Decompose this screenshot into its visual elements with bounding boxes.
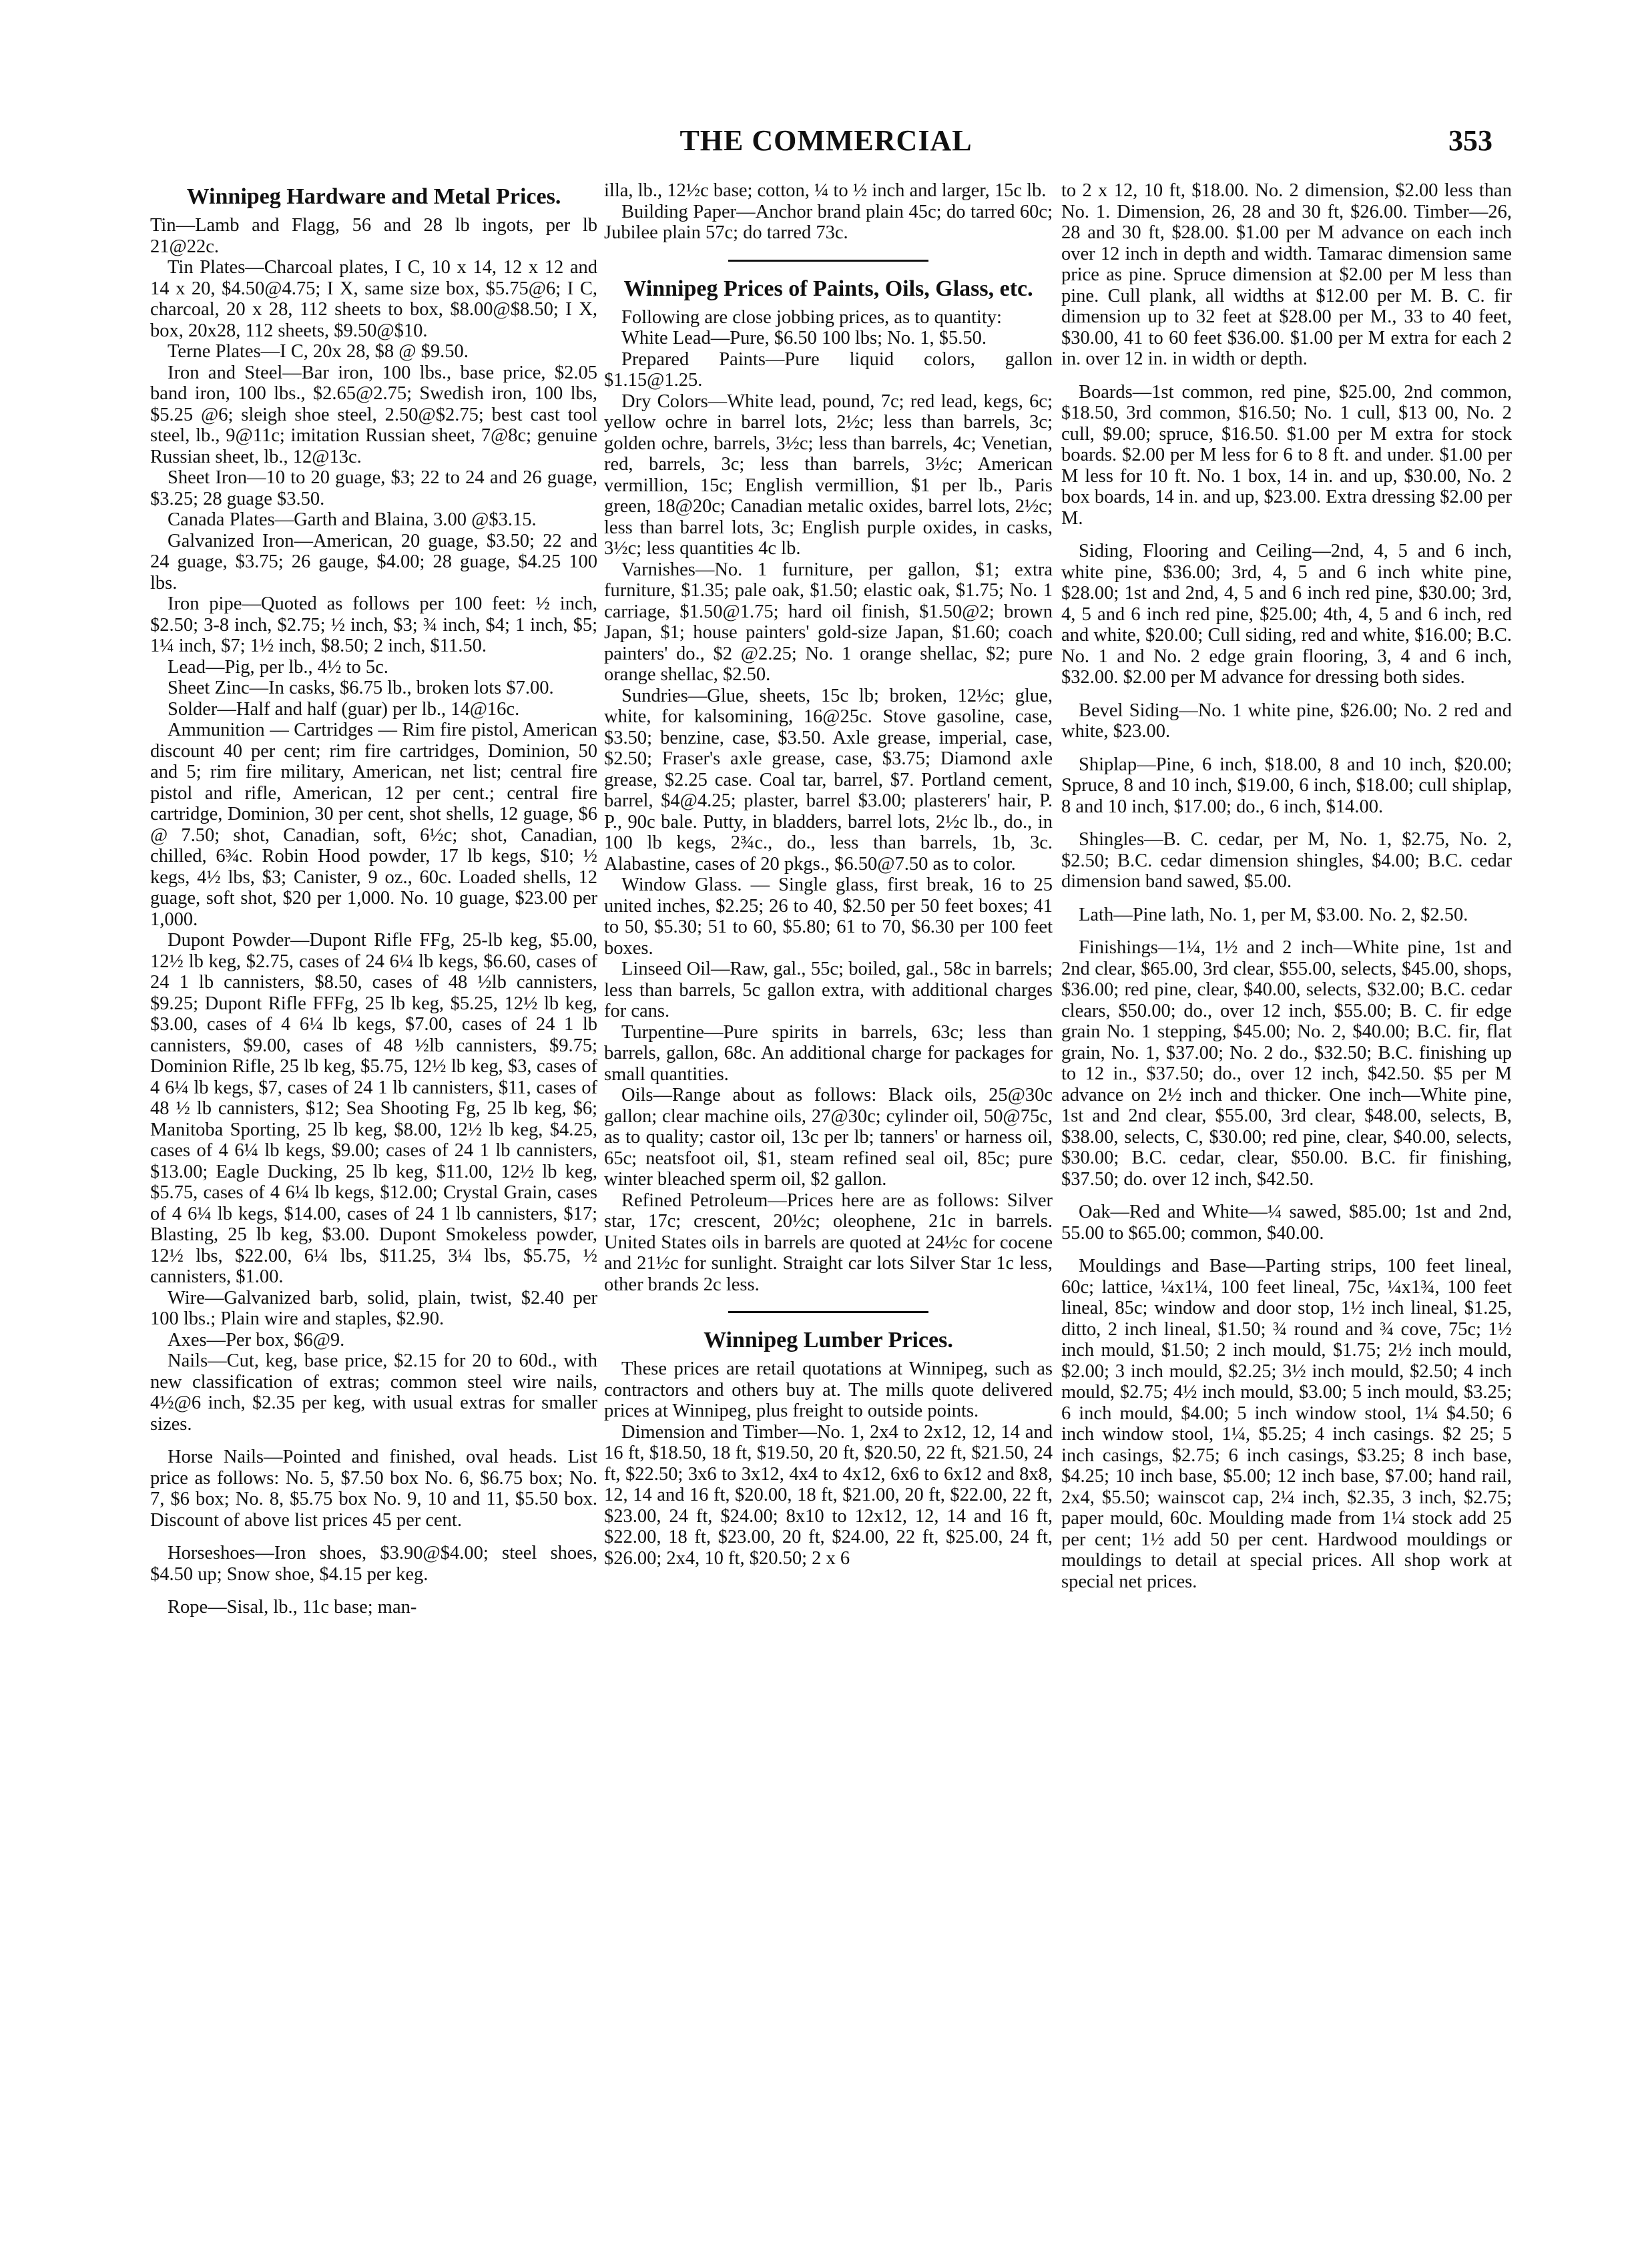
section-heading-hardware: Winnipeg Hardware and Metal Prices.: [186, 184, 561, 209]
price-paragraph: Bevel Siding—No. 1 white pine, $26.00; No. 2 red and white, $23.00.: [1061, 700, 1512, 742]
price-paragraph: Prepared Paints—Pure liquid colors, gallon $1.15@1.25.: [604, 348, 1053, 391]
price-paragraph: Axes—Per box, $6@9.: [168, 1329, 345, 1350]
price-paragraph: Tin Plates—Charcoal plates, I C, 10 x 14, 12 x 12 and 14 x 20, $4.50@4.75; I X, same size box, $5.75@6; I C, charcoal, 20 x 28, 112 sheets to box, $8.00@$8.50; I X, box, 20x28, 112 sheets, $9.50@$10.: [150, 257, 597, 341]
column-lumber-continued: [1061, 180, 1512, 2250]
price-paragraph: Wire—Galvanized barb, solid, plain, twist, $2.40 per 100 lbs.; Plain wire and staples, $2.90.: [150, 1287, 597, 1329]
price-paragraph: Ammunition — Cartridges — Rim fire pistol, American discount 40 per cent; rim fire cartridges, Dominion, 50 and 5; rim fire military, American, net list; central fire pistol and rifle, American, 12 per cent.; central fire cartridge, Dominion, 30 per cent, shot shells, 12 guage, $6 @ 7.50; shot, Canadian, soft, 6½c; shot, Canadian, chilled, 6¾c. Robin Hood powder, 17 lb kegs, $10; ½ kegs, 4½ lbs, $3; Canister, 9 oz., 60c. Loaded shells, 12 guage, soft shot, $20 per 1,000. No. 10 guage, $23.00 per 1,000.: [150, 720, 597, 930]
price-paragraph: illa, lb., 12½c base; cotton, ¼ to ½ inch and larger, 15c lb.: [604, 180, 1047, 201]
price-paragraph: Turpentine—Pure spirits in barrels, 63c; less than barrels, gallon, 68c. An additional charge for packages for small quantities.: [604, 1021, 1053, 1085]
price-paragraph: Dimension and Timber—No. 1, 2x4 to 2x12, 12, 14 and 16 ft, $18.50, 18 ft, $19.50, 20 ft, $20.50, 22 ft, $21.50, 24 ft, $22.50; 3x6 to 3x12, 4x4 to 4x12, 6x6 to 6x12 and 8x8, 12, 14 and 16 ft, $20.00, 18 ft, $21.00, 20 ft, $22.00, 22 ft, $23.00, 24 ft, $24.00; 8x10 to 12x12, 12, 14 and 16 ft, $22.00, 18 ft, $23.00, 20 ft, $24.00, 22 ft, $25.00, 24 ft, $26.00; 2x4, 10 ft, $20.50; 2 x 6: [604, 1421, 1053, 1569]
price-paragraph: Rope—Sisal, lb., 11c base; man-: [168, 1597, 417, 1617]
price-paragraph: Galvanized Iron—American, 20 guage, $3.50; 22 and 24 guage, $3.75; 26 gauge, $4.00; 28 guage, $4.25 100 lbs.: [150, 530, 597, 593]
price-paragraph: Lath—Pine lath, No. 1, per M, $3.00. No. 2, $2.50.: [1079, 904, 1468, 925]
price-paragraph: Iron and Steel—Bar iron, 100 lbs., base price, $2.05 band iron, 100 lbs., $2.65@2.75; Swedish iron, 100 lbs, $5.25 @6; sleigh shoe steel, 2.50@$2.75; best cast tool steel, lb., 9@11c; imitation Russian sheet, 7@8c; genuine Russian sheet, lb., 12@13c.: [150, 362, 597, 467]
price-paragraph: to 2 x 12, 10 ft, $18.00. No. 2 dimension, $2.00 less than No. 1. Dimension, 26, 28 and 30 ft, $26.00. Timber—26, 28 and 30 ft, $28.00. $1.00 per M advance on each inch over 12 inch in depth and width. Tamarac dimension same price as pine. Spruce dimension at $2.00 per M less than pine. Cull plank, all widths at $12.00 per M. B. C. fir dimension up to 32 feet at $28.00 per M., 33 to 40 feet, $30.00, 41 to 60 feet $36.00. $1.00 per M extra for each 2 in. over 12 in. in width or depth.: [1061, 180, 1512, 369]
price-paragraph: Mouldings and Base—Parting strips, 100 feet lineal, 60c; lattice, ¼x1¼, 100 feet lineal, 75c, ¼x1¾, 100 feet lineal, 85c; window and door stop, 1½ inch lineal, $1.25, ditto, 2 inch lineal, $1.50; ¾ round and ¾ cove, 75c; 1½ inch mould, $1.50; 2 inch mould, $1.75; 2½ inch mould, $2.00; 3 inch mould, $2.25; 3½ inch mould, $2.50; 4 inch mould, $2.75; 4½ inch mould, $3.00; 5 inch mould, $3.25; 6 inch mould, $4.00; 5 inch window stool, 1¼ $4.50; 6 inch window stool, 1¼, $5.25; 4 inch casings. $2 25; 5 inch casings, $2.75; 6 inch casings, $3.25; 8 inch base, $4.25; 10 inch base, $5.00; 12 inch base, $7.00; hand rail, 2x4, $5.50; wainscot cap, 2¼ inch, $2.35, 3 inch, $2.75; paper mould, 60c. Moulding made from 1¼ stock add 25 per cent; 1½ add 50 per cent. Hardwood mouldings or mouldings to detail at special prices. All shop work at special net prices.: [1061, 1256, 1512, 1592]
price-paragraph: Oils—Range about as follows: Black oils, 25@30c gallon; clear machine oils, 27@30c; cylinder oil, 50@75c, as to quality; castor oil, 13c per lb; tanners' or harness oil, 65c; neatsfoot oil, $1, steam refined seal oil, 85c; pure winter bleached sperm oil, $2 gallon.: [604, 1085, 1053, 1190]
price-paragraph: Horseshoes—Iron shoes, $3.90@$4.00; steel shoes, $4.50 up; Snow shoe, $4.15 per keg.: [150, 1543, 597, 1585]
price-paragraph: Dupont Powder—Dupont Rifle FFg, 25-lb keg, $5.00, 12½ lb keg, $2.75, cases of 24 6¼ lb kegs, $6.60, cases of 24 1 lb cannisters, $8.50, cases of 48 ½lb cannisters, $9.25; Dupont Rifle FFFg, 25 lb keg, $5.25, 12½ lb keg, $3.00, cases of 4 6¼ lb kegs, $7.00, cases of 24 1 lb cannisters, $9.00, cases of 48 ½lb cannisters, $9.75; Dominion Rifle, 25 lb keg, $5.75, 12½ lb keg, $3, cases of 4 6¼ lb kegs, $7, cases of 24 1 lb cannisters, $11, cases of 48 ½ lb cannisters, $12; Sea Shooting Fg, 25 lb keg, $6; Manitoba Sporting, 25 lb keg, $8.00, 12½ lb keg, $4.25, cases of 4 6¼ lb kegs, $9.00; cases of 24 1 lb cannisters, $13.00; Eagle Ducking, 25 lb keg, $11.00, 12½ lb keg, $5.75, cases of 4 6¼ lb kegs, $12.00; Crystal Grain, cases of 4 6¼ lb kegs, $14.00, cases of 24 1 lb cannisters, $17; Blasting, 25 lb keg, $3.00. Dupont Smokeless powder, 12½ lbs, $22.00, 6¼ lbs, $11.25, 3¼ lbs, $5.75, ½ cannisters, $1.00.: [150, 930, 597, 1287]
price-paragraph: Building Paper—Anchor brand plain 45c; do tarred 60c; Jubilee plain 57c; do tarred 73c.: [604, 201, 1053, 243]
price-paragraph: Lead—Pig, per lb., 4½ to 5c.: [168, 656, 388, 678]
price-paragraph: Shiplap—Pine, 6 inch, $18.00, 8 and 10 inch, $20.00; Spruce, 8 and 10 inch, $19.00, 6 inch, $18.00; cull shiplap, 8 and 10 inch, $17.00; do., 6 inch, $14.00.: [1061, 754, 1512, 817]
price-paragraph: Boards—1st common, red pine, $25.00, 2nd common, $18.50, 3rd common, $16.50; No. 1 cull, $13 00, No. 2 cull, $9.00; spruce, $16.50. $1.00 per M extra for stock boards. $2.00 per M less for 6 to 8 ft. and under. $1.00 per M less for 10 ft. No. 1 box, 14 in. and up, $30.00, No. 2 box boards, 14 in. and up, $23.00. Extra dressing $2.00 per M.: [1061, 381, 1512, 529]
price-paragraph: Varnishes—No. 1 furniture, per gallon, $1; extra furniture, $1.35; pale oak, $1.50; elastic oak, $1.75; No. 1 carriage, $1.50@1.75; hard oil finish, $1.50@2; brown Japan, $1; house painters' gold-size Japan, $1.60; coach painters' do., $2 @2.25; No. 1 orange shellac, $2; pure orange shellac, $2.50.: [604, 559, 1053, 685]
page-number: 353: [1448, 124, 1492, 157]
column-paints-lumber: [604, 180, 1053, 2250]
price-paragraph: Tin—Lamb and Flagg, 56 and 28 lb ingots, per lb 21@22c.: [150, 215, 597, 257]
price-paragraph: Oak—Red and White—¼ sawed, $85.00; 1st and 2nd, 55.00 to $65.00; common, $40.00.: [1061, 1202, 1512, 1244]
price-paragraph: Solder—Half and half (guar) per lb., 14@16c.: [168, 698, 520, 720]
price-paragraph: Sundries—Glue, sheets, 15c lb; broken, 12½c; glue, white, for kalsomining, 16@25c. Stove gasoline, case, $3.50; benzine, case, $3.50. Axle grease, imperial, case, $2.50; Fraser's axle grease, case, $3.75; Diamond axle grease, $2.25 case. Coal tar, barrel, $7. Portland cement, barrel, $4@4.25; plaster, barrel $3.00; plasterers' hair, P. P., 90c bale. Putty, in bladders, barrel lots, 2½c lb., do., in 100 lb kegs, 2¾c., do., less than barrels, 1b, 3c. Alabastine, cases of 20 pkgs., $6.50@7.50 as to color.: [604, 685, 1053, 874]
price-paragraph: Sheet Iron—10 to 20 guage, $3; 22 to 24 and 26 guage, $3.25; 28 guage $3.50.: [150, 467, 597, 509]
price-paragraph: These prices are retail quotations at Winnipeg, such as contractors and others buy at. The mills quote delivered prices at Winnipeg, plus freight to outside points.: [604, 1358, 1053, 1421]
price-paragraph: Refined Petroleum—Prices here are as follows: Silver star, 17c; crescent, 20½c; oleophene, 21c in barrels. United States oils in barrels are quoted at 24½c for cocene and 21½c for sunlight. Straight car lots Silver Star 1c less, other brands 2c less.: [604, 1190, 1053, 1295]
price-paragraph: White Lead—Pure, $6.50 100 lbs; No. 1, $5.50.: [621, 328, 987, 348]
price-paragraph: Linseed Oil—Raw, gal., 55c; boiled, gal., 58c in barrels; less than barrels, 5c gallon extra, with additional charges for cans.: [604, 959, 1053, 1021]
price-paragraph: Following are close jobbing prices, as to quantity:: [621, 306, 1002, 328]
section-divider: [728, 1311, 928, 1313]
journal-title: THE COMMERCIAL: [679, 124, 973, 157]
price-paragraph: Dry Colors—White lead, pound, 7c; red lead, kegs, 6c; yellow ochre in barrel lots, 2½c; less than barrels, 3c; golden ochre, barrels, 3½c; less than barrels, 4c; Venetian, red, barrels, 3c; less than barrels, 3½c; American vermillion, 15c; English vermillion, $1 per lb., Paris green, 18@20c; Canadian metalic oxides, barrel lots, 2½c; less than barrel lots, 3c; English purple oxides, in casks, 3½c; less quantities 4c lb.: [604, 391, 1053, 559]
price-paragraph: Window Glass. — Single glass, first break, 16 to 25 united inches, $2.25; 26 to 40, $2.50 per 50 feet boxes; 41 to 50, $5.30; 51 to 60, $5.80; 61 to 70, $6.30 per 100 feet boxes.: [604, 874, 1053, 959]
section-divider: [728, 260, 928, 262]
price-paragraph: Nails—Cut, keg, base price, $2.15 for 20 to 60d., with new classification of extras; common steel wire nails, 4½@6 inch, $2.35 per keg, with usual extras for smaller sizes.: [150, 1350, 597, 1435]
price-paragraph: Siding, Flooring and Ceiling—2nd, 4, 5 and 6 inch, white pine, $36.00; 3rd, 4, 5 and 6 inch white pine, $28.00; 1st and 2nd, 4, 5 and 6 inch red pine, $30.00; 3rd, 4, 5 and 6 inch red pine, $25.00; 4th, 4, 5 and 6 inch, red and white, $20.00; Cull siding, red and white, $16.00; B.C. No. 1 and No. 2 edge grain flooring, 3, 4 and 6 inch, $32.00. $2.00 per M advance for dressing both sides.: [1061, 541, 1512, 688]
price-paragraph: Sheet Zinc—In casks, $6.75 lb., broken lots $7.00.: [168, 678, 554, 698]
price-paragraph: Horse Nails—Pointed and finished, oval heads. List price as follows: No. 5, $7.50 box No. 6, $6.75 box; No. 7, $6 box; No. 8, $5.75 box No. 9, 10 and 11, $5.50 box. Discount of above list prices 45 per cent.: [150, 1447, 597, 1531]
price-paragraph: Canada Plates—Garth and Blaina, 3.00 @$3.15.: [168, 509, 537, 530]
price-paragraph: Iron pipe—Quoted as follows per 100 feet: ½ inch, $2.50; 3-8 inch, $2.75; ½ inch, $3; ¾ inch, $4; 1 inch, $5; 1¼ inch, $7; 1½ inch, $8.50; 2 inch, $11.50.: [150, 593, 597, 656]
price-paragraph: Finishings—1¼, 1½ and 2 inch—White pine, 1st and 2nd clear, $65.00, 3rd clear, $55.00, selects, $45.00, shops, $36.00; red pine, clear, $40.00, selects, $32.00; B.C. cedar clears, $50.00; do., over 12 inch, $55.00; B. C. fir edge grain No. 1 stepping, $45.00; No. 2, $40.00; B.C. fir, flat grain, No. 1, $37.00; No. 2 do., $32.50; B.C. finishing up to 12 in., $37.50; do., over 12 inch, $42.50. $5 per M advance on 2½ inch and thicker. One inch—White pine, 1st and 2nd clear, $55.00, 3rd clear, $48.00, selects, B, $38.00, selects, C, $30.00; red pine, clear, $40.00, selects, $30.00; B.C. cedar, clear, $50.00. B.C. fir finishing, $37.50; do. over 12 inch, $42.50.: [1061, 937, 1512, 1190]
price-paragraph: Terne Plates—I C, 20x 28, $8 @ $9.50.: [168, 341, 469, 362]
page-header: [0, 0, 1652, 174]
section-heading-lumber: Winnipeg Lumber Prices.: [704, 1328, 953, 1352]
column-hardware: [150, 180, 597, 2250]
price-paragraph: Shingles—B. C. cedar, per M, No. 1, $2.75, No. 2, $2.50; B.C. cedar dimension shingles, $4.00; B.C. cedar dimension band sawed, $5.00.: [1061, 829, 1512, 892]
section-heading-paints: Winnipeg Prices of Paints, Oils, Glass, etc.: [623, 276, 1033, 301]
